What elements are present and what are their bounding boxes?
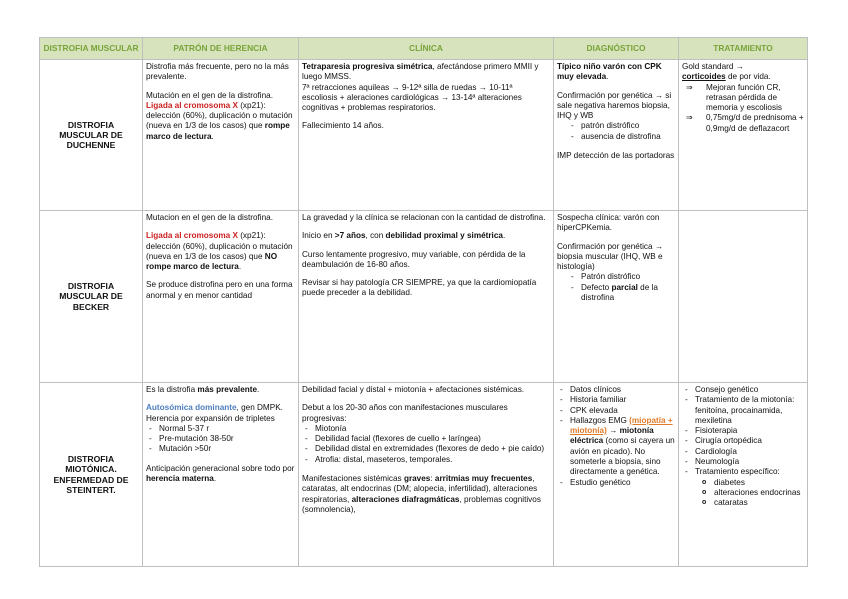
row-duchenne <box>40 60 808 211</box>
steinert-herencia-p2: Autosómica dominante, gen DMPK. <box>146 403 283 413</box>
duchenne-diagnostico <box>554 60 679 211</box>
duchenne-herencia-p1: Distrofia más frecuente, pero no la más prevalente. <box>146 62 289 82</box>
steinert-clinica-p2: Debut a los 20-30 años con manifestaciones musculares progresivas: <box>302 403 508 423</box>
becker-diagnostico <box>554 211 679 383</box>
steinert-herencia <box>143 383 299 567</box>
becker-herencia <box>143 211 299 383</box>
becker-herencia-p1: Mutacion en el gen de la distrofina. <box>146 213 273 222</box>
header-diagnostico: DIAGNÓSTICO <box>554 38 679 60</box>
header-row <box>40 38 808 60</box>
header-distrofia: DISTROFIA MUSCULAR <box>40 38 143 60</box>
becker-herencia-p3: Se produce distrofina pero en una forma anormal y en menor cantidad <box>146 280 293 300</box>
list-item: - Fisioterapia <box>682 426 804 436</box>
becker-clinica-p3: Curso lentamente progresivo, muy variable, con pérdida de la deambulación de 16-80 años. <box>302 249 526 269</box>
steinert-herencia-list <box>146 424 295 455</box>
list-item: - Patrón distrófico <box>557 272 675 282</box>
list-item: - CPK elevada <box>557 406 675 416</box>
list-item: o alteraciones endocrinas <box>682 488 804 498</box>
becker-herencia-p2: Ligada al cromosoma X (xp21): delección (60%), duplicación o mutación (nueva en 1/3 de los casos) que NO rompe marco de lectura. <box>146 231 293 272</box>
list-item: - Pre-mutación 38-50r <box>146 434 295 444</box>
becker-clinica-p2: Inicio en >7 años, con debilidad proximal y simétrica. <box>302 231 506 241</box>
list-item: - Mutación >50r <box>146 444 295 454</box>
duchenne-diag-p3: IMP detección de las portadoras <box>557 151 675 161</box>
list-item: - patrón distrófico <box>557 121 675 131</box>
list-item: - Hallazgos EMG (miopatía + miotonía) → miotonía eléctrica (como si cayera un avión en picado). No someterle a biopsia, sino directamente a genética. <box>557 416 675 478</box>
becker-diag-p1: Sospecha clínica: varón con hiperCPKemia. <box>557 213 660 233</box>
list-item: - Tratamiento de la miotonía: fenitoína, procainamida, mexiletina <box>682 395 804 426</box>
steinert-clinica-list <box>302 424 550 465</box>
distrofias-table <box>39 37 808 567</box>
list-item: - Consejo genético <box>682 385 804 395</box>
becker-clinica-p4: Revisar si hay patología CR SIEMPRE, ya que la cardiomiopatía puede preceder a la debilidad. <box>302 278 537 298</box>
duchenne-clinica-p1b: 7ª retracciones aquileas → 9-12ª silla de ruedas → 10-11ª escoliosis + aleraciones cardiológicas → 13-14ª alteraciones cognitivas + problemas respiratorios. <box>302 82 522 113</box>
header-clinica: CLÍNICA <box>299 38 554 60</box>
steinert-diag-list <box>557 385 675 488</box>
becker-diag-list <box>557 272 675 303</box>
duchenne-herencia-p2: Mutación en el gen de la distrofina. Ligada al cromosoma X (xp21): delección (60%), duplicación o mutación (nueva en 1/3 de los casos) que rompe marco de lectura. <box>146 90 293 141</box>
list-item: - Defecto parcial de la distrofina <box>557 283 675 304</box>
list-item: - Estudio genético <box>557 478 675 488</box>
steinert-herencia-p2b: Herencia por expansión de tripletes <box>146 413 275 423</box>
header-herencia: PATRÓN DE HERENCIA <box>143 38 299 60</box>
list-item: - Tratamiento específico: <box>682 467 804 477</box>
steinert-trat-list <box>682 385 804 509</box>
becker-diag-p2: Confirmación por genética → biopsia muscular (IHQ, WB e histología) <box>557 241 664 272</box>
becker-name: DISTROFIA MUSCULAR DE BECKER <box>40 211 143 383</box>
duchenne-tratamiento <box>679 60 808 211</box>
list-item: ⇒ 0,75mg/d de prednisoma + 0,9mg/d de deflazacort <box>682 113 804 134</box>
duchenne-diag-p2: Confirmación por genética → si sale negativa haremos biopsia, IHQ y WB <box>557 90 672 121</box>
list-item: - Historia familiar <box>557 395 675 405</box>
steinert-diagnostico <box>554 383 679 567</box>
row-steinert <box>40 383 808 567</box>
duchenne-trat-line2: corticoides de por vida. <box>682 72 771 82</box>
list-item: - Debilidad distal en extremidades (flexores de dedo + pie caído) <box>302 444 550 454</box>
list-item: o cataratas <box>682 498 804 508</box>
list-item: - ausencia de distrofina <box>557 132 675 142</box>
steinert-tratamiento <box>679 383 808 567</box>
duchenne-clinica-p2: Fallecimiento 14 años. <box>302 121 384 131</box>
steinert-herencia-p1: Es la distrofia más prevalente. <box>146 385 260 394</box>
becker-clinica <box>299 211 554 383</box>
list-item: - Debilidad facial (flexores de cuello + laríngea) <box>302 434 550 444</box>
duchenne-trat-list <box>682 83 804 134</box>
duchenne-name: DISTROFIA MUSCULAR DE DUCHENNE <box>40 60 143 211</box>
duchenne-trat-line1: Gold standard → <box>682 62 744 71</box>
list-item: - Datos clínicos <box>557 385 675 395</box>
list-item: o diabetes <box>682 478 804 488</box>
duchenne-diag-list <box>557 121 675 142</box>
list-item: - Atrofia: distal, maseteros, temporales. <box>302 455 550 465</box>
list-item: - Normal 5-37 r <box>146 424 295 434</box>
list-item: - Miotonía <box>302 424 550 434</box>
steinert-clinica-p3: Manifestaciones sistémicas graves: arritmias muy frecuentes, cataratas, alt endocrinas (DM; alopecia, infertilidad), alteraciones respiratorias, alteraciones diafragmáticas, problemas cognitivos (somnolencia), <box>302 474 541 514</box>
list-item: - Neumología <box>682 457 804 467</box>
list-item: - Cardiología <box>682 447 804 457</box>
header-tratamiento: TRATAMIENTO <box>679 38 808 60</box>
becker-clinica-p1: La gravedad y la clínica se relacionan con la cantidad de distrofina. <box>302 213 546 222</box>
row-becker <box>40 211 808 383</box>
steinert-clinica <box>299 383 554 567</box>
duchenne-clinica <box>299 60 554 211</box>
steinert-herencia-p3: Anticipación generacional sobre todo por herencia materna. <box>146 463 295 484</box>
list-item: - Cirugía ortopédica <box>682 436 804 446</box>
steinert-clinica-p1: Debilidad facial y distal + miotonía + afectaciones sistémicas. <box>302 385 525 394</box>
list-item: ⇒ Mejoran función CR, retrasan pérdida de memoria y escoliosis <box>682 83 804 114</box>
steinert-name: DISTROFIA MIOTÓNICA. ENFERMEDAD DE STEINTERT. <box>40 383 143 567</box>
duchenne-diag-p1: Típico niño varón con CPK muy elevada. <box>557 62 662 82</box>
becker-tratamiento <box>679 211 808 383</box>
duchenne-clinica-p1: Tetraparesia progresiva simétrica, afectándose primero MMII y luego MMSS. <box>302 62 539 82</box>
duchenne-herencia <box>143 60 299 211</box>
